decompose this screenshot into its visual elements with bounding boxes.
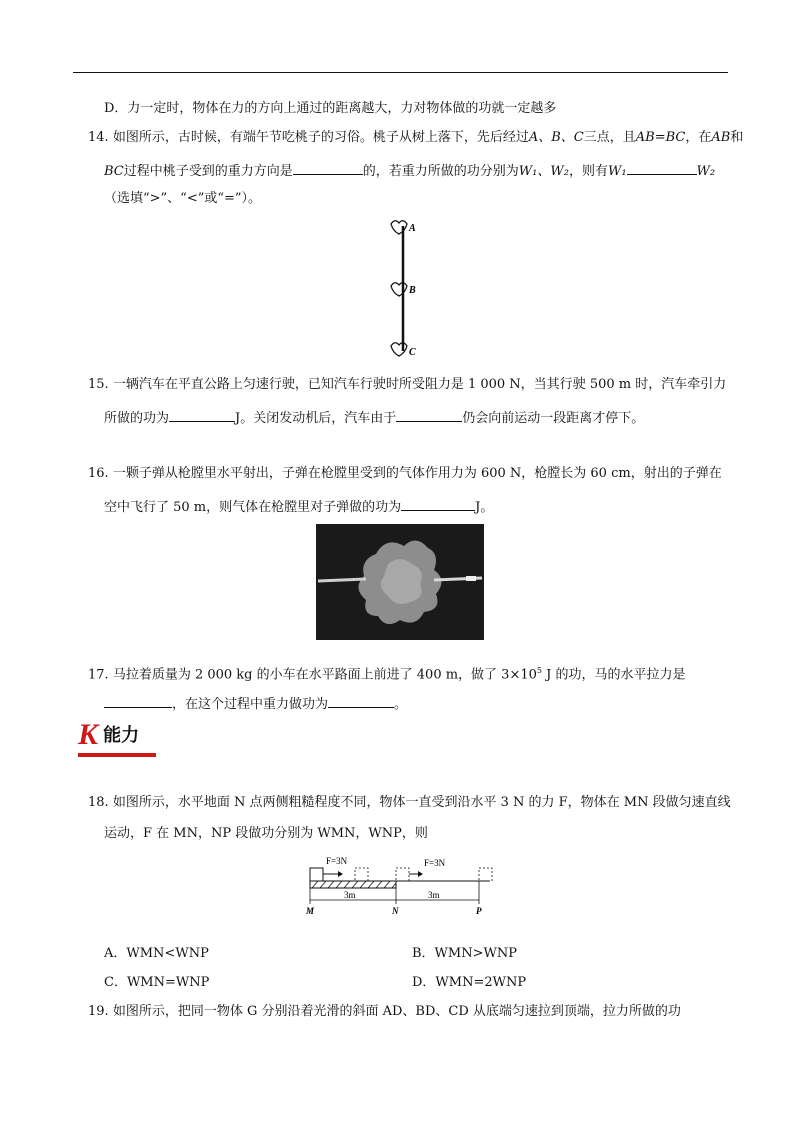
q17-line2: ，在这个过程中重力做功为 。: [104, 693, 407, 714]
arrow-head-1: [338, 871, 343, 877]
q18-option-a[interactable]: A．WMN<WNP: [104, 946, 209, 961]
q18-line2: 运动，F 在 MN，NP 段做功分别为 WMN，WNP，则: [104, 826, 428, 841]
label-b: B: [409, 285, 416, 296]
q16-number: 16.: [88, 466, 109, 481]
peach-icon-b: [391, 283, 407, 296]
q15-line2: 所做的功为 J。关闭发动机后，汽车由于 仍会向前运动一段距离才停下。: [104, 407, 644, 428]
q18-option-c[interactable]: C．WMN=WNP: [104, 975, 210, 990]
q17-line1: 17. 马拉着质量为 2 000 kg 的小车在水平路面上前进了 400 m，做了 $3\times 10^5$ J 的功，马的水平拉力是: [88, 666, 686, 683]
point-m: M: [306, 906, 315, 916]
force-label-1: F=3N: [326, 856, 348, 866]
block-dashed-n: [396, 868, 409, 881]
q15-blank-1[interactable]: [169, 407, 235, 422]
peach-icon-c: [391, 343, 407, 356]
header-rule: [73, 72, 728, 73]
block-dashed-1: [355, 868, 368, 881]
point-n: N: [392, 906, 399, 916]
q18-diagram: [300, 848, 500, 916]
barrel-trail-left: [318, 579, 366, 581]
point-p: P: [476, 906, 482, 916]
section-letter: K: [78, 718, 99, 751]
q15-blank-2[interactable]: [396, 407, 462, 422]
section-header: [78, 720, 139, 750]
q14-line1: 14. 如图所示，古时候，有端午节吃桃子的习俗。桃子从树上落下，先后经过A、B、C三点，且AB=BC，在AB和: [88, 130, 744, 145]
bullet-icon: [466, 576, 476, 581]
dist-label-1: 3m: [344, 890, 356, 900]
q17-number: 17.: [88, 667, 109, 683]
q14-blank-1[interactable]: [293, 160, 363, 175]
q15-number: 15.: [88, 377, 109, 392]
label-a: A: [409, 223, 416, 234]
peach-icon-a: [391, 221, 407, 234]
q14-line3: （选填“>”、“<”或“=”）。: [104, 191, 262, 206]
q16-line2: 空中飞行了 50 m，则气体在枪膛里对子弹做的功为 J。: [104, 496, 493, 517]
q19-line1: 19. 如图所示，把同一物体 G 分别沿着光滑的斜面 AD、BD、CD 从底端匀速拉到顶端，拉力所做的功: [88, 1004, 681, 1019]
q18-option-d[interactable]: D．WMN=2WNP: [412, 975, 527, 990]
section-title: 能力: [103, 725, 140, 746]
q16-line1: 16. 一颗子弹从枪膛里水平射出，子弹在枪膛里受到的气体作用力为 600 N，枪膛长为 60 cm，射出的子弹在: [88, 466, 722, 481]
q14-peach-figure: [375, 218, 435, 363]
label-c: C: [409, 347, 416, 358]
q17-blank-2[interactable]: [328, 693, 394, 708]
q14-number: 14.: [88, 130, 109, 145]
q15-line1: 15. 一辆汽车在平直公路上匀速行驶，已知汽车行驶时所受阻力是 1 000 N，当其行驶 500 m 时，汽车牵引力: [88, 377, 727, 392]
q18-option-b[interactable]: B．WMN>WNP: [412, 946, 517, 961]
q17-blank-1[interactable]: [104, 693, 172, 708]
q14-line2: BC过程中桃子受到的重力方向是 的，若重力所做的功分别为W₁、W₂，则有W₁ W₂: [104, 160, 715, 181]
block-dashed-p: [479, 868, 492, 881]
q18-line1: 18. 如图所示，水平地面 N 点两侧粗糙程度不同，物体一直受到沿水平 3 N 的力 F，物体在 MN 段做匀速直线: [88, 795, 731, 810]
q14-blank-2[interactable]: [627, 160, 697, 175]
bullet-photo: [316, 524, 484, 640]
q19-number: 19.: [88, 1004, 109, 1019]
q18-number: 18.: [88, 795, 109, 810]
dist-label-2: 3m: [428, 890, 440, 900]
q16-blank[interactable]: [401, 496, 475, 511]
force-label-2: F=3N: [424, 858, 446, 868]
block-m: [310, 868, 323, 881]
section-underline: [78, 753, 156, 757]
q13-option-d: D．力一定时，物体在力的方向上通过的距离越大，力对物体做的功就一定越多: [104, 101, 557, 116]
arrow-head-2: [418, 871, 423, 877]
